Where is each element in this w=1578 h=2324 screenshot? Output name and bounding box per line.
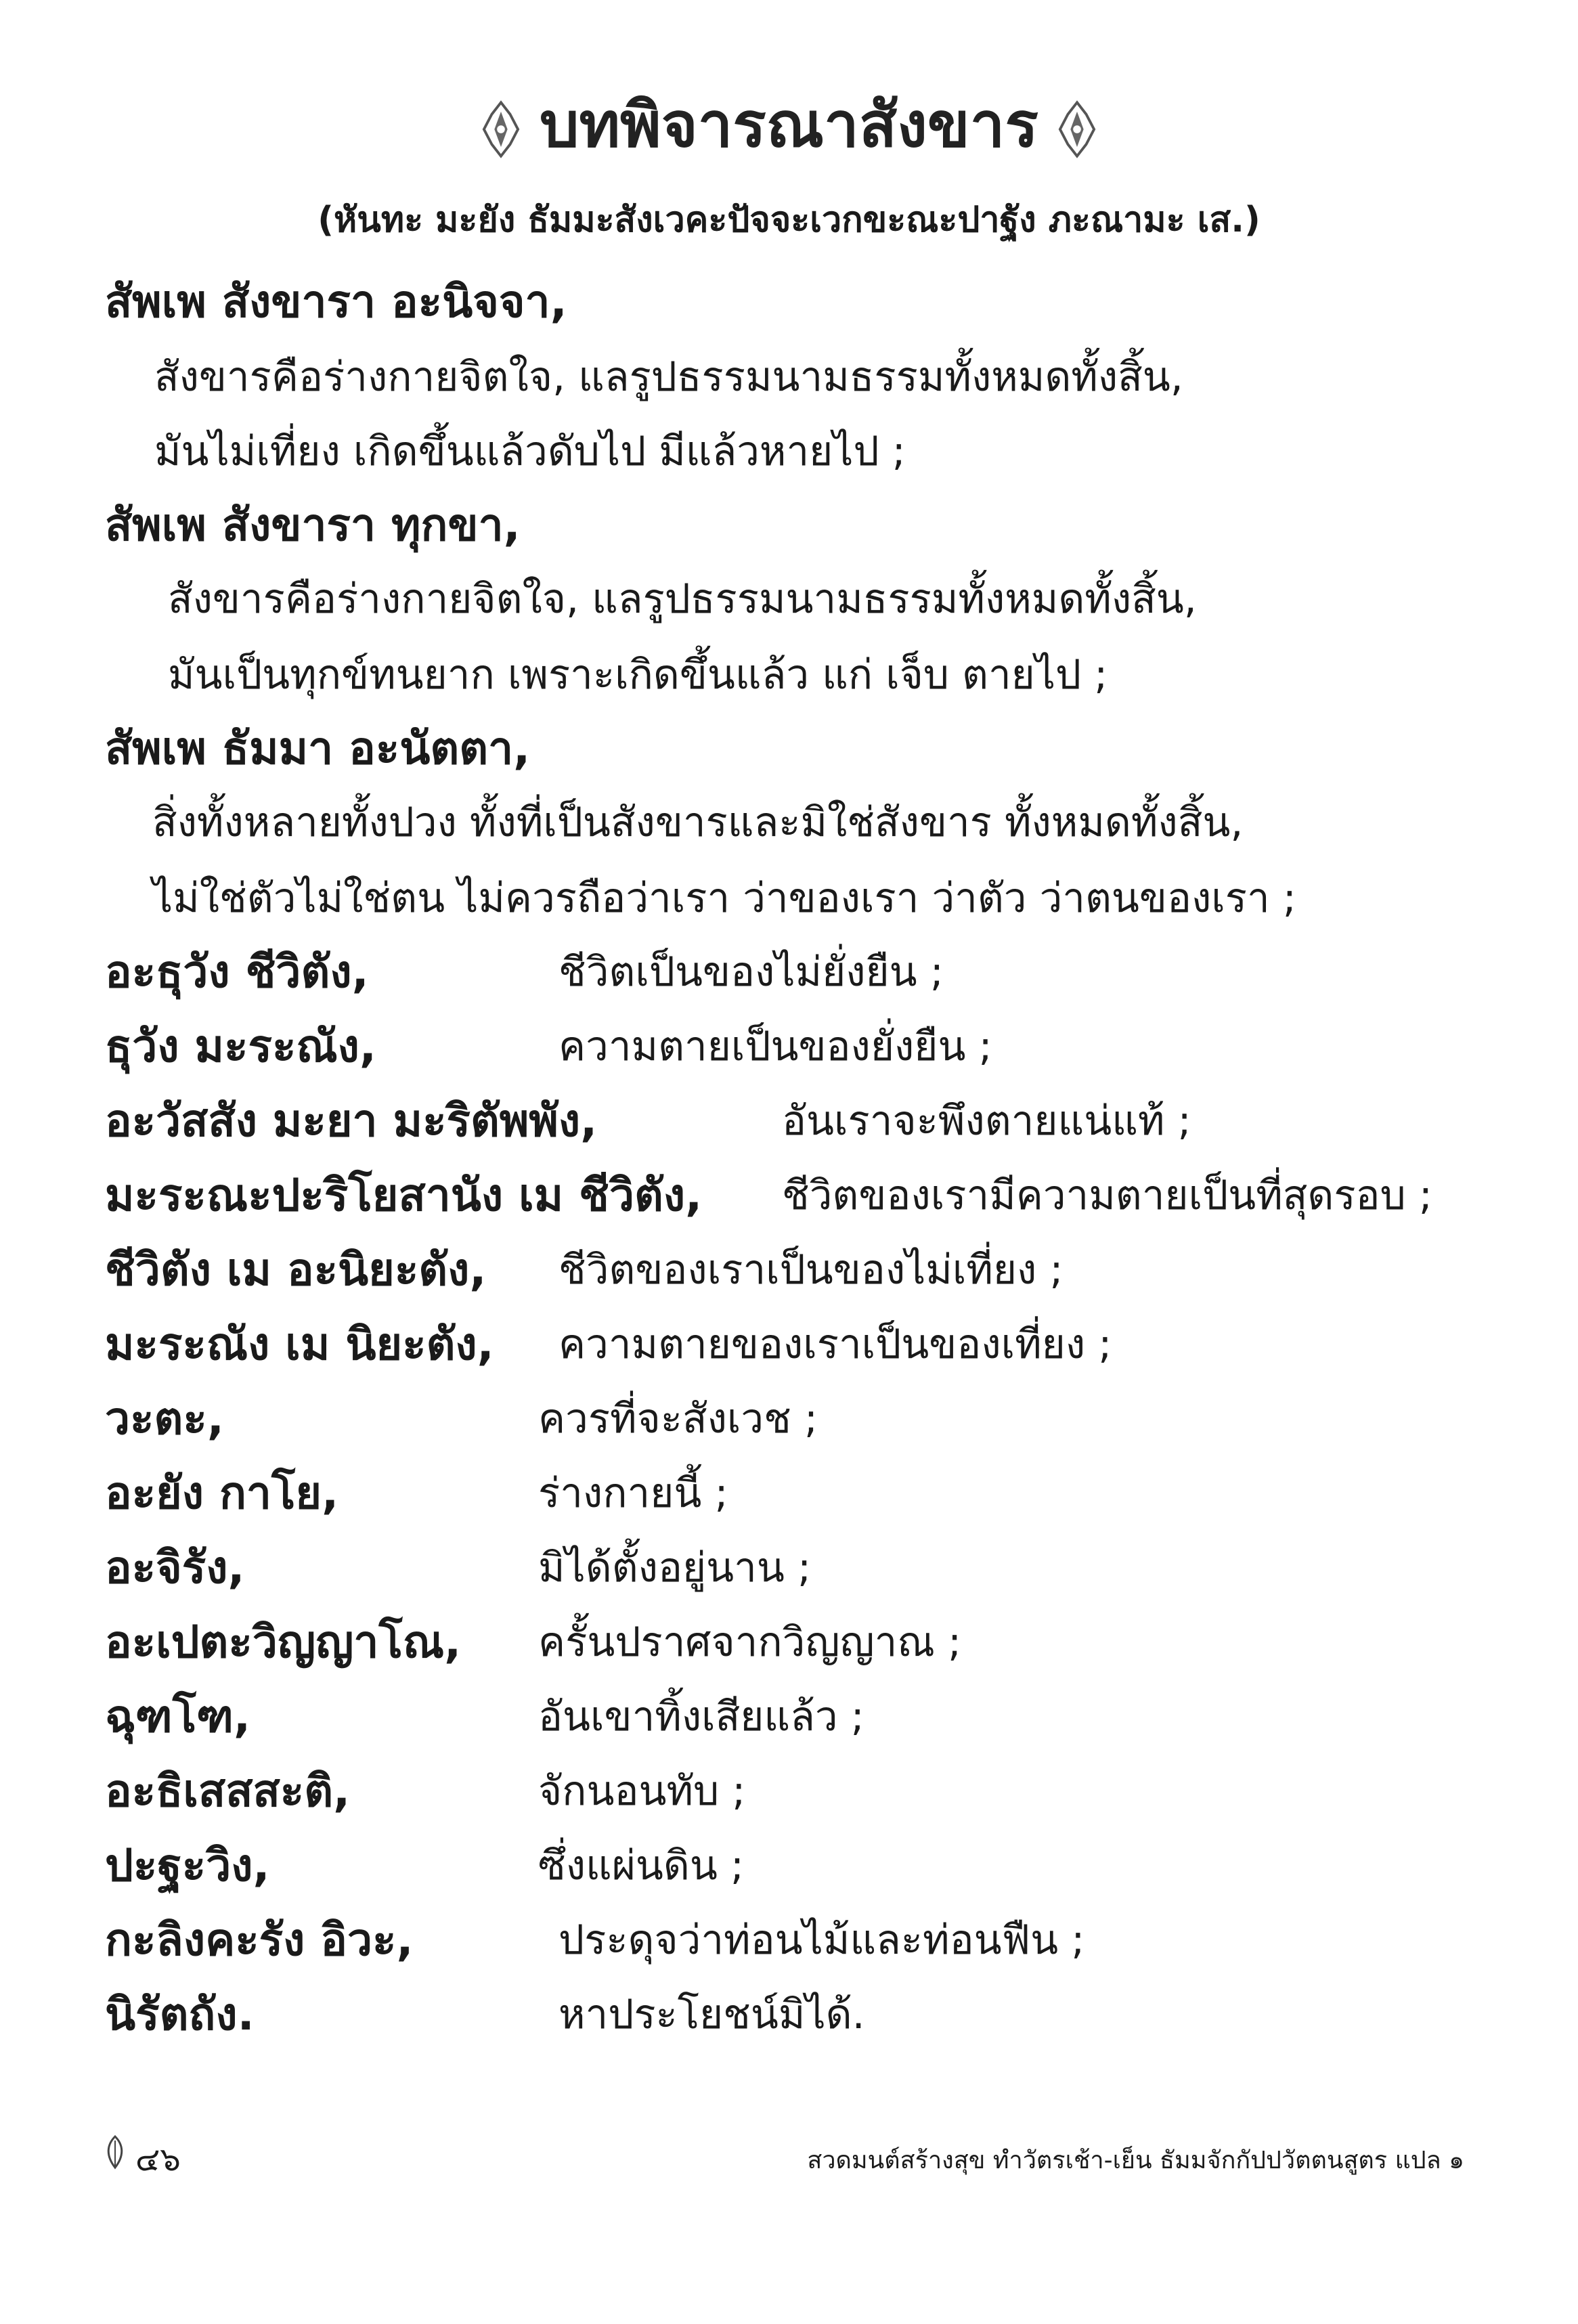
verse-pair xyxy=(0,1093,1578,1161)
verse-meaning: จักนอนทับ ; xyxy=(538,1768,746,1815)
stanza-translation-line: สิ่งทั้งหลายทั้งปวง ทั้งที่เป็นสังขารและมิใช่สังขาร ทั้งหมดทั้งสิ้น, xyxy=(152,799,1244,846)
verse-pair xyxy=(0,944,1578,1012)
verse-meaning: ความตายของเราเป็นของเที่ยง ; xyxy=(558,1321,1112,1368)
verse-meaning: ควรที่จะสังเวช ; xyxy=(538,1395,818,1443)
verse-meaning: มิได้ตั้งอยู่นาน ; xyxy=(538,1544,812,1592)
stanza-translation-line: ไม่ใช่ตัวไม่ใช่ตน ไม่ควรถือว่าเรา ว่าของเรา ว่าตัว ว่าตนของเรา ; xyxy=(152,875,1296,922)
stanza-pali: สัพเพ ธัมมา อะนัตตา, xyxy=(105,722,531,774)
verse-pali: ฉุฑโฑ, xyxy=(105,1690,251,1742)
verse-pair xyxy=(0,1763,1578,1831)
verse-pali: ธุวัง มะระณัง, xyxy=(105,1020,376,1072)
verse-meaning: ครั้นปราศจากวิญญาณ ; xyxy=(538,1619,962,1666)
verse-pair xyxy=(0,1689,1578,1757)
verse-meaning: ความตายเป็นของยั่งยืน ; xyxy=(558,1023,992,1070)
verse-pali: วะตะ, xyxy=(105,1393,224,1445)
leaf-ornament-icon xyxy=(103,2135,127,2170)
verse-pali: อะเปตะวิญญาโณ, xyxy=(105,1616,462,1668)
verse-pair xyxy=(0,1912,1578,1980)
verse-meaning: อันเขาทิ้งเสียแล้ว ; xyxy=(538,1693,864,1740)
verse-pair xyxy=(0,1540,1578,1608)
stanza-pali: สัพเพ สังขารา อะนิจจา, xyxy=(105,276,567,328)
verse-pali: กะลิงคะรัง อิวะ, xyxy=(105,1914,414,1966)
verse-pali: อะธุวัง ชีวิตัง, xyxy=(105,946,369,998)
verse-pali: มะระณัง เม นิยะตัง, xyxy=(105,1318,494,1370)
verse-pali: อะวัสสัง มะยา มะริตัพพัง, xyxy=(105,1095,598,1147)
page-number: ๔๖ xyxy=(135,2141,181,2178)
verse-meaning: อันเราจะพึงตายแน่แท้ ; xyxy=(782,1097,1191,1145)
verse-pair xyxy=(0,1838,1578,1906)
verse-pair xyxy=(0,1242,1578,1310)
verse-pali: อะยัง กาโย, xyxy=(105,1467,339,1519)
ornament-left-icon xyxy=(481,99,521,160)
verse-meaning: ซึ่งแผ่นดิน ; xyxy=(538,1842,745,1889)
verse-pali: อะธิเสสสะติ, xyxy=(105,1765,351,1817)
verse-pair xyxy=(0,1168,1578,1235)
stanza-translation-line: มันเป็นทุกข์ทนยาก เพราะเกิดขึ้นแล้ว แก่ เจ็บ ตายไป ; xyxy=(168,651,1108,699)
verse-pali: นิรัตถัง. xyxy=(105,1988,255,2040)
verse-pair xyxy=(0,1615,1578,1682)
verse-pali: มะระณะปะริโยสานัง เม ชีวิตัง, xyxy=(105,1169,703,1221)
verse-meaning: ชีวิตของเราเป็นของไม่เที่ยง ; xyxy=(558,1246,1064,1294)
verse-pali: ชีวิตัง เม อะนิยะตัง, xyxy=(105,1244,487,1296)
verse-pair xyxy=(0,1391,1578,1459)
stanza-translation-line: สังขารคือร่างกายจิตใจ, แลรูปธรรมนามธรรมทั้งหมดทั้งสิ้น, xyxy=(154,353,1183,401)
book-title: สวดมนต์สร้างสุข ทำวัตรเช้า-เย็น ธัมมจักกัปปวัตตนสูตร แปล ๑ xyxy=(807,2147,1464,2174)
verse-meaning: ชีวิตของเรามีความตายเป็นที่สุดรอบ ; xyxy=(782,1172,1432,1219)
title-text: บทพิจารณาสังขาร xyxy=(540,89,1038,161)
verse-meaning: ร่างกายนี้ ; xyxy=(538,1470,728,1517)
verse-pair xyxy=(0,1317,1578,1384)
verse-meaning: ประดุจว่าท่อนไม้และท่อนฟืน ; xyxy=(558,1916,1085,1964)
verse-pair xyxy=(0,1019,1578,1087)
verse-pali: ปะฐะวิง, xyxy=(105,1839,270,1891)
subtitle: (หันทะ มะยัง ธัมมะสังเวคะปัจจะเวกขะณะปาฐัง ภะณามะ เส.) xyxy=(317,200,1261,240)
verse-meaning: หาประโยชน์มิได้. xyxy=(558,1991,865,2038)
verse-meaning: ชีวิตเป็นของไม่ยั่งยืน ; xyxy=(558,948,944,996)
page-title xyxy=(0,88,1578,162)
verse-pair xyxy=(0,1987,1578,2055)
ornament-right-icon xyxy=(1057,99,1097,160)
stanza-translation-line: สังขารคือร่างกายจิตใจ, แลรูปธรรมนามธรรมทั้งหมดทั้งสิ้น, xyxy=(168,575,1197,623)
verse-pair xyxy=(0,1466,1578,1533)
page-footer xyxy=(0,2134,1578,2178)
stanza-pali: สัพเพ สังขารา ทุกขา, xyxy=(105,499,521,551)
verse-pali: อะจิรัง, xyxy=(105,1541,245,1594)
stanza-translation-line: มันไม่เที่ยง เกิดขึ้นแล้วดับไป มีแล้วหายไป ; xyxy=(154,428,906,475)
